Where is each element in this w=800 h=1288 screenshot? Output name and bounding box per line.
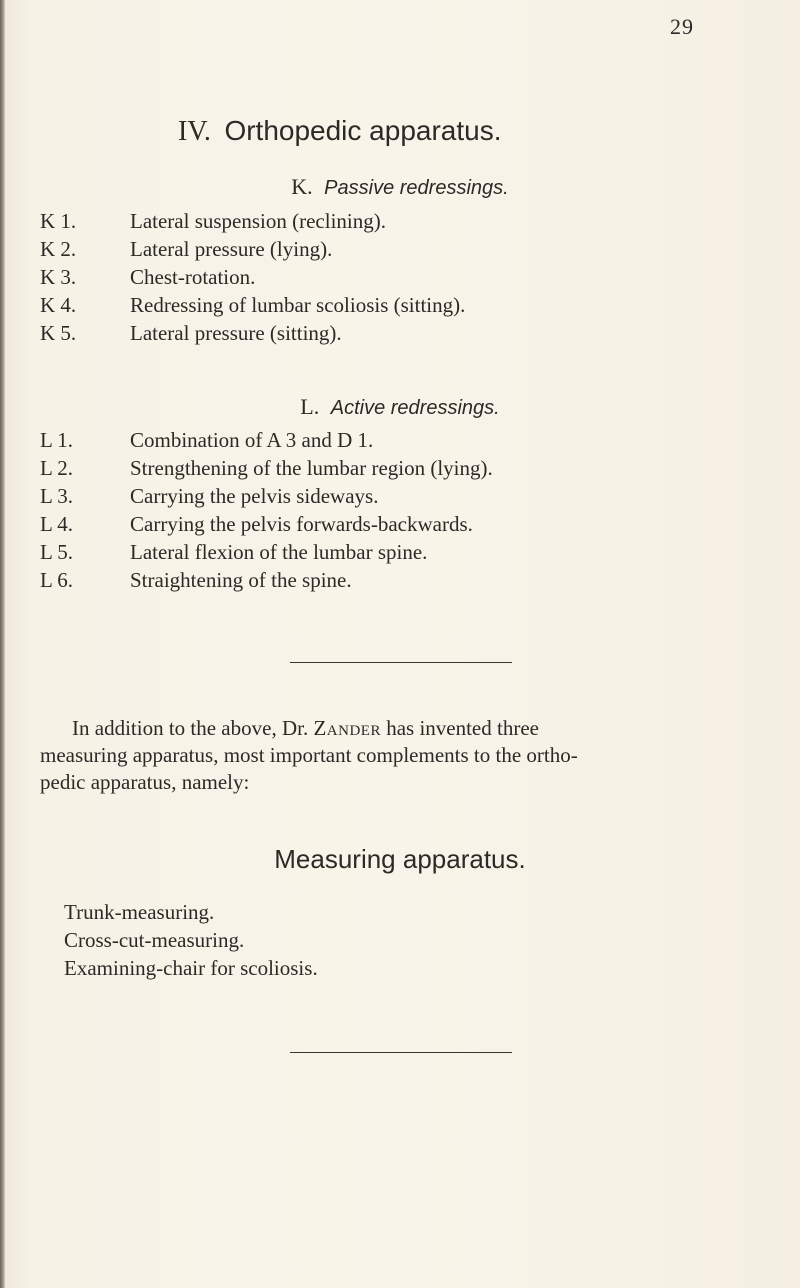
- paragraph-text: In addition to the above, Dr.: [72, 716, 309, 740]
- item-text: Straightening of the spine.: [130, 568, 352, 592]
- item-code: L 3.: [40, 484, 74, 508]
- list-item: [40, 263, 465, 291]
- item-text: Lateral pressure (sitting).: [130, 321, 342, 345]
- item-text: Carrying the pelvis sideways.: [130, 484, 379, 508]
- paragraph-line: measuring apparatus, most important complements to the ortho-: [40, 743, 578, 767]
- active-list: [40, 426, 493, 594]
- author-name: Zander: [313, 716, 381, 740]
- paragraph-line: pedic apparatus, namely:: [40, 770, 250, 794]
- item-code: K 4.: [40, 293, 77, 317]
- item-text: Chest-rotation.: [130, 265, 256, 289]
- item-code: K 3.: [40, 265, 77, 289]
- list-item: [40, 538, 493, 566]
- item-code: K 2.: [40, 237, 77, 261]
- section-title: Orthopedic apparatus.: [224, 115, 502, 146]
- list-item: [40, 566, 493, 594]
- section-numeral: IV.: [178, 116, 211, 147]
- passive-letter: K.: [291, 174, 313, 199]
- end-divider: [290, 1052, 512, 1053]
- item-code: K 1.: [40, 209, 77, 233]
- passive-list: [40, 207, 465, 347]
- active-subheading: [0, 394, 800, 420]
- item-code: L 1.: [40, 428, 74, 452]
- measuring-list: [64, 898, 318, 982]
- section-heading: [178, 114, 502, 148]
- item-code: L 2.: [40, 456, 74, 480]
- list-item: [40, 482, 493, 510]
- item-text: Carrying the pelvis forwards-backwards.: [130, 512, 473, 536]
- list-item: [40, 235, 465, 263]
- item-text: Lateral flexion of the lumbar spine.: [130, 540, 428, 564]
- item-code: L 5.: [40, 540, 74, 564]
- list-item: Examining-chair for scoliosis.: [64, 956, 318, 980]
- section-divider: [290, 662, 512, 663]
- paragraph-line: [40, 715, 764, 742]
- paragraph-text: has invented three: [386, 716, 539, 740]
- passive-subheading: [0, 174, 800, 200]
- item-text: Strengthening of the lumbar region (lying).: [130, 456, 493, 480]
- measuring-heading: Measuring apparatus.: [274, 844, 526, 874]
- item-text: Redressing of lumbar scoliosis (sitting).: [130, 293, 466, 317]
- intro-paragraph: [40, 715, 764, 796]
- item-code: K 5.: [40, 321, 77, 345]
- item-text: Lateral pressure (lying).: [130, 237, 333, 261]
- list-item: [40, 207, 465, 235]
- list-item: [40, 291, 465, 319]
- page-number: 29: [670, 14, 694, 39]
- item-text: Combination of A 3 and D 1.: [130, 428, 374, 452]
- list-item: Trunk-measuring.: [64, 900, 215, 924]
- item-code: L 6.: [40, 568, 74, 592]
- list-item: [40, 454, 493, 482]
- item-code: L 4.: [40, 512, 74, 536]
- list-item: [40, 510, 493, 538]
- list-item: [40, 426, 493, 454]
- active-title: Active redressings.: [330, 397, 500, 419]
- item-text: Lateral suspension (reclining).: [130, 209, 386, 233]
- passive-title: Passive redressings.: [324, 177, 509, 199]
- list-item: Cross-cut-measuring.: [64, 928, 245, 952]
- active-letter: L.: [300, 394, 320, 419]
- list-item: [40, 319, 465, 347]
